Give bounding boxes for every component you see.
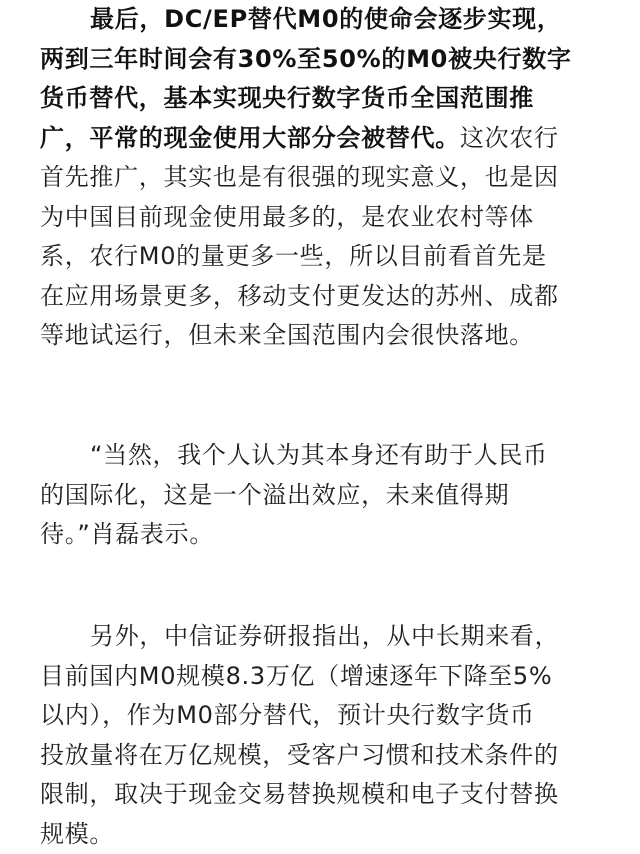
text-line (40, 79, 605, 119)
bold-text: 两到三年时间会有30%至50%的M0被央行数字 (40, 45, 572, 73)
body-text: 待。”肖磊表示。 (40, 520, 214, 548)
body-text: “当然，我个人认为其本身还有助于人民币 (90, 441, 548, 469)
text-line (40, 436, 605, 476)
paragraph-3 (40, 617, 605, 854)
body-text: 投放量将在万亿规模，受客户习惯和技术条件的 (40, 741, 559, 769)
text-line (40, 617, 605, 657)
body-text: 规模。 (40, 820, 114, 848)
text-line (40, 237, 605, 277)
text-line (40, 0, 605, 40)
body-text: 为中国目前现金使用最多的，是农业农村等体 (40, 203, 534, 231)
text-line (40, 316, 605, 356)
text-line (40, 158, 605, 198)
text-line (40, 657, 605, 697)
text-line (40, 815, 605, 854)
text-line (40, 696, 605, 736)
text-line (40, 775, 605, 815)
body-text: 这次农行 (460, 124, 559, 152)
text-line (40, 40, 605, 80)
text-line (40, 119, 605, 159)
text-line (40, 515, 605, 555)
body-text: 以内），作为M0部分替代，预计央行数字货币 (40, 701, 535, 729)
paragraph-1 (40, 0, 605, 356)
body-text: 目前国内M0规模8.3万亿（增速逐年下降至5% (40, 662, 552, 690)
text-line (40, 198, 605, 238)
body-text: 等地试运行，但未来全国范围内会很快落地。 (40, 321, 534, 349)
body-text: 限制，取决于现金交易替换规模和电子支付替换 (40, 780, 559, 808)
body-text: 在应用场景更多，移动支付更发达的苏州、成都 (40, 282, 559, 310)
bold-text: 最后，DC/EP替代M0的使命会逐步实现， (90, 5, 562, 33)
body-text: 另外，中信证券研报指出，从中长期来看， (90, 622, 559, 650)
text-line (40, 736, 605, 776)
text-line (40, 476, 605, 516)
body-text: 系，农行M0的量更多一些，所以目前看首先是 (40, 242, 547, 270)
paragraph-2 (40, 436, 605, 555)
bold-text: 广，平常的现金使用大部分会被替代。 (40, 124, 460, 152)
body-text: 首先推广，其实也是有很强的现实意义，也是因 (40, 163, 559, 191)
bold-text: 货币替代，基本实现央行数字货币全国范围推 (40, 84, 534, 112)
body-text: 的国际化，这是一个溢出效应，未来值得期 (40, 481, 509, 509)
text-line (40, 277, 605, 317)
